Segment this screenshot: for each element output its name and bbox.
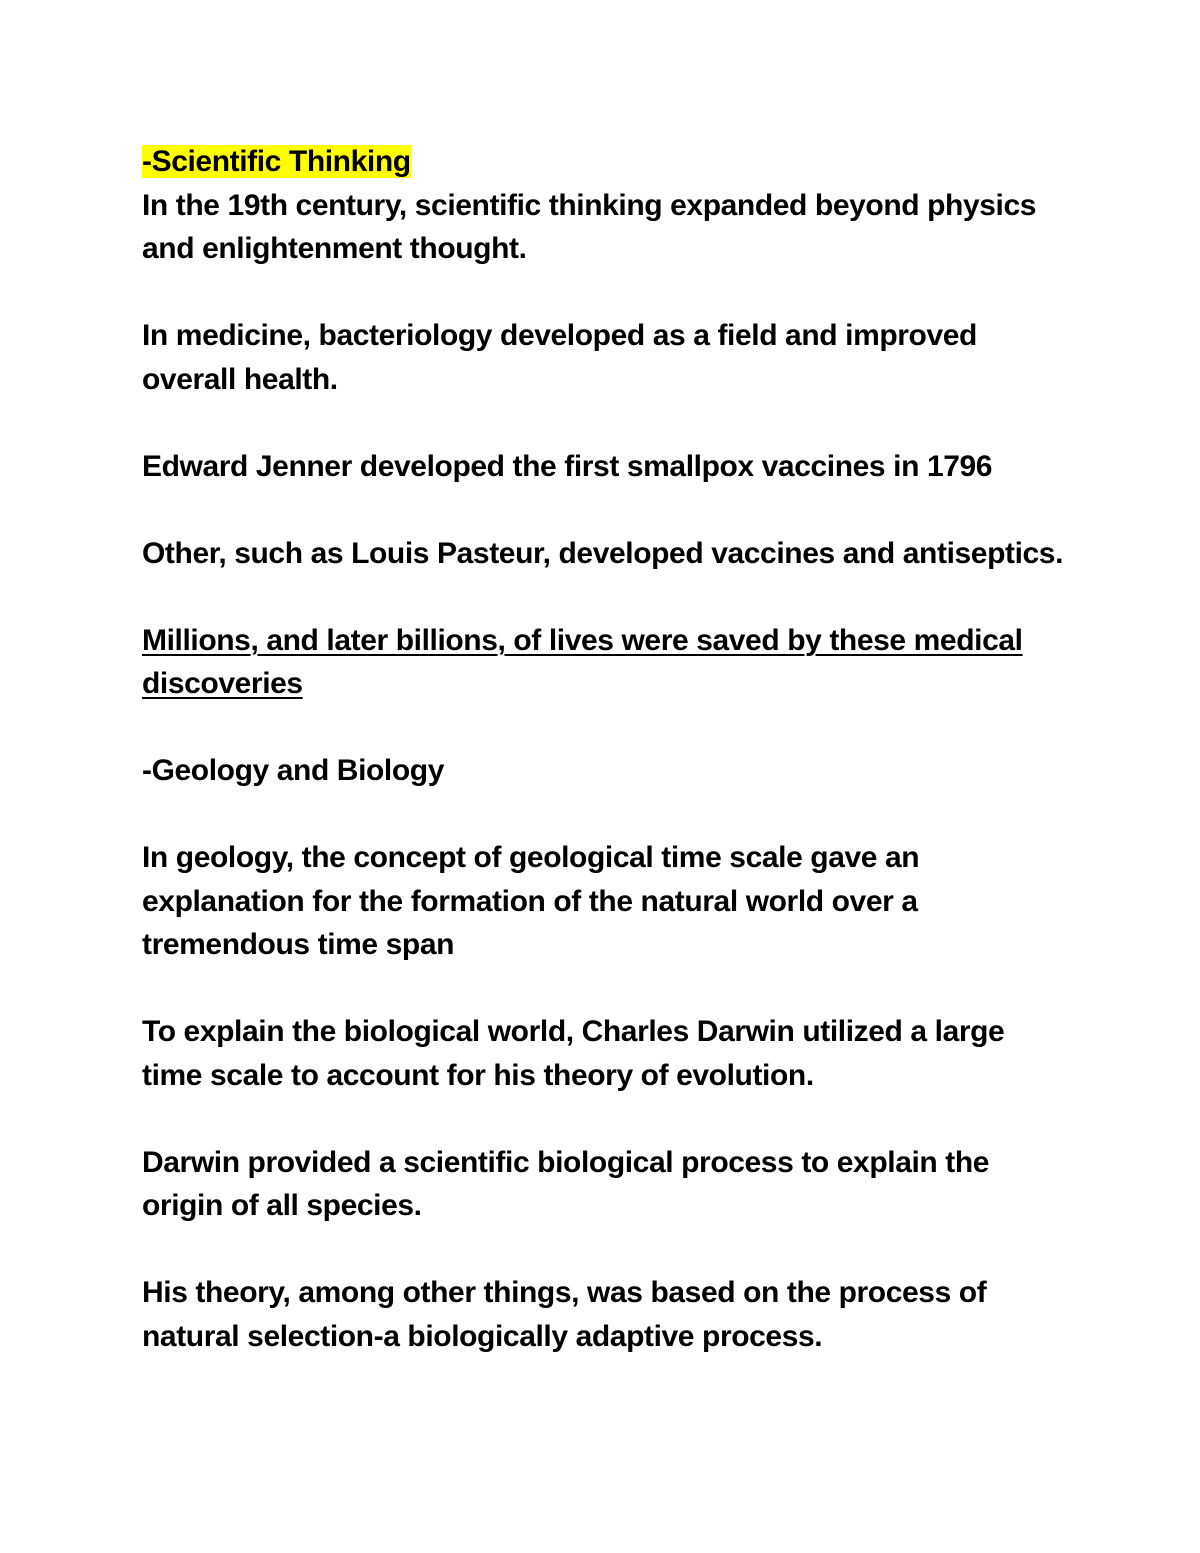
paragraph-natural-selection: His theory, among other things, was based on the process of natural selection-a biologically adaptive process. [142,1276,987,1353]
document-body [142,140,1072,1402]
paragraph-19th-century: In the 19th century, scientific thinking expanded beyond physics and enlightenment thought. [142,188,1037,265]
heading-scientific-thinking [142,140,1072,184]
paragraph-geology: In geology, the concept of geological time scale gave an explanation for the formation of the natural world over a tremendous time span [142,841,920,961]
heading-geology-biology: -Geology and Biology [142,754,445,787]
paragraph-darwin-time-scale: To explain the biological world, Charles Darwin utilized a large time scale to account for his theory of evolution. [142,1015,1005,1092]
paragraph-medicine: In medicine, bacteriology developed as a field and improved overall health. [142,319,977,396]
paragraph-darwin-origin: Darwin provided a scientific biological process to explain the origin of all species. [142,1145,990,1222]
paragraph-lives-saved: Millions, and later billions, of lives were saved by these medical discoveries [142,623,1023,700]
highlighted-heading-text: -Scientific Thinking [142,145,411,178]
paragraph-jenner: Edward Jenner developed the first smallpox vaccines in 1796 [142,449,993,483]
paragraph-pasteur: Other, such as Louis Pasteur, developed vaccines and antiseptics. [142,536,1064,570]
